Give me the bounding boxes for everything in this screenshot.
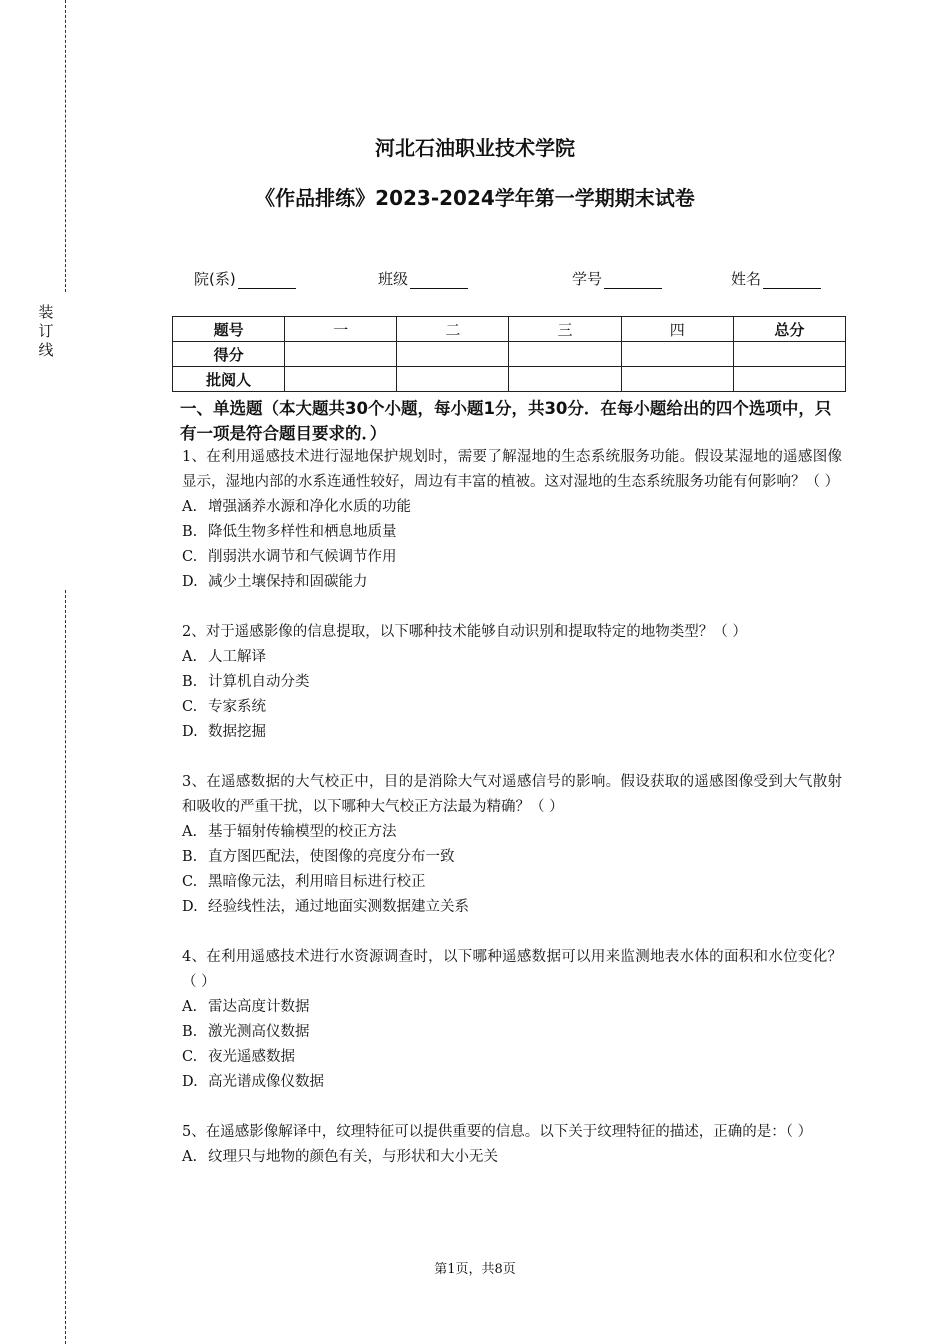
question-list	[182, 445, 842, 1195]
class-field	[378, 268, 468, 289]
question-5	[182, 1120, 842, 1170]
option: C. 夜光遥感数据	[182, 1049, 295, 1065]
column-header: 二	[397, 317, 509, 342]
option: B. 降低生物多样性和栖息地质量	[182, 524, 397, 540]
student-id-blank	[604, 272, 662, 289]
question-4	[182, 945, 842, 1095]
score-cell	[621, 342, 733, 367]
row-label-grader: 批阅人	[173, 367, 285, 392]
score-cell	[397, 342, 509, 367]
row-label-score: 得分	[173, 342, 285, 367]
option: D. 高光谱成像仪数据	[182, 1074, 324, 1090]
exam-title: 《作品排练》2023-2024学年第一学期期末试卷	[255, 186, 695, 210]
row-label-question-number: 题号	[173, 317, 285, 342]
column-header: 一	[285, 317, 397, 342]
grader-cell	[733, 367, 845, 392]
column-header: 三	[509, 317, 621, 342]
name-field	[731, 268, 821, 289]
option: D. 数据挖掘	[182, 724, 266, 740]
name-label: 姓名	[731, 270, 762, 288]
student-id-field	[572, 268, 662, 289]
score-table	[172, 316, 846, 392]
question-text: 4、在利用遥感技术进行水资源调查时，以下哪种遥感数据可以用来监测地表水体的面积和水位变化？（ ）	[182, 949, 842, 990]
option: B. 直方图匹配法，使图像的亮度分布一致	[182, 849, 455, 865]
option: C. 黑暗像元法，利用暗目标进行校正	[182, 874, 426, 890]
question-3	[182, 770, 842, 920]
option: C. 削弱洪水调节和气候调节作用	[182, 549, 397, 565]
department-label: 院(系)	[194, 270, 236, 288]
class-label: 班级	[378, 270, 409, 288]
question-text: 3、在遥感数据的大气校正中，目的是消除大气对遥感信号的影响。假设获取的遥感图像受到大气散射和吸收的严重干扰，以下哪种大气校正方法最为精确？（ ）	[182, 774, 842, 815]
binding-char: 订	[38, 322, 54, 340]
option: B. 激光测高仪数据	[182, 1024, 310, 1040]
section-title: 一、单选题（本大题共30个小题，每小题1分，共30分．在每小题给出的四个选项中，只有一项是符合题目要求的．）	[180, 399, 832, 443]
class-blank	[410, 272, 468, 289]
option: A. 纹理只与地物的颜色有关，与形状和大小无关	[182, 1149, 498, 1165]
grader-cell	[621, 367, 733, 392]
option: D. 经验线性法，通过地面实测数据建立关系	[182, 899, 469, 915]
question-text: 1、在利用遥感技术进行湿地保护规划时，需要了解湿地的生态系统服务功能。假设某湿地的遥感图像显示，湿地内部的水系连通性较好，周边有丰富的植被。这对湿地的生态系统服务功能有何影响？（ ）	[182, 449, 842, 490]
score-table-row-grader	[173, 367, 846, 392]
score-table-row-score	[173, 342, 846, 367]
binding-char: 线	[38, 341, 54, 359]
option: A. 人工解译	[182, 649, 266, 665]
option: A. 增强涵养水源和净化水质的功能	[182, 499, 411, 515]
score-cell	[285, 342, 397, 367]
binding-char: 装	[38, 303, 54, 321]
option: A. 雷达高度计数据	[182, 999, 310, 1015]
option: A. 基于辐射传输模型的校正方法	[182, 824, 397, 840]
option: D. 减少土壤保持和固碳能力	[182, 574, 368, 590]
department-blank	[238, 272, 296, 289]
question-text: 5、在遥感影像解译中，纹理特征可以提供重要的信息。以下关于纹理特征的描述，正确的是：（ ）	[182, 1124, 813, 1140]
grader-cell	[509, 367, 621, 392]
question-2	[182, 620, 842, 745]
grader-cell	[397, 367, 509, 392]
score-table-row-header	[173, 317, 846, 342]
department-field	[194, 268, 296, 289]
column-header: 四	[621, 317, 733, 342]
name-blank	[763, 272, 821, 289]
binding-dashed-line-bottom	[65, 590, 66, 1344]
binding-label	[36, 303, 56, 360]
score-cell	[509, 342, 621, 367]
score-cell	[733, 342, 845, 367]
page-footer: 第1页，共8页	[434, 1262, 516, 1277]
option: B. 计算机自动分类	[182, 674, 310, 690]
school-title: 河北石油职业技术学院	[375, 136, 575, 160]
column-header-total: 总分	[733, 317, 845, 342]
option: C. 专家系统	[182, 699, 266, 715]
student-id-label: 学号	[572, 270, 603, 288]
grader-cell	[285, 367, 397, 392]
student-info-row	[0, 268, 950, 290]
question-1	[182, 445, 842, 595]
question-text: 2、对于遥感影像的信息提取，以下哪种技术能够自动识别和提取特定的地物类型？（ ）	[182, 624, 747, 640]
